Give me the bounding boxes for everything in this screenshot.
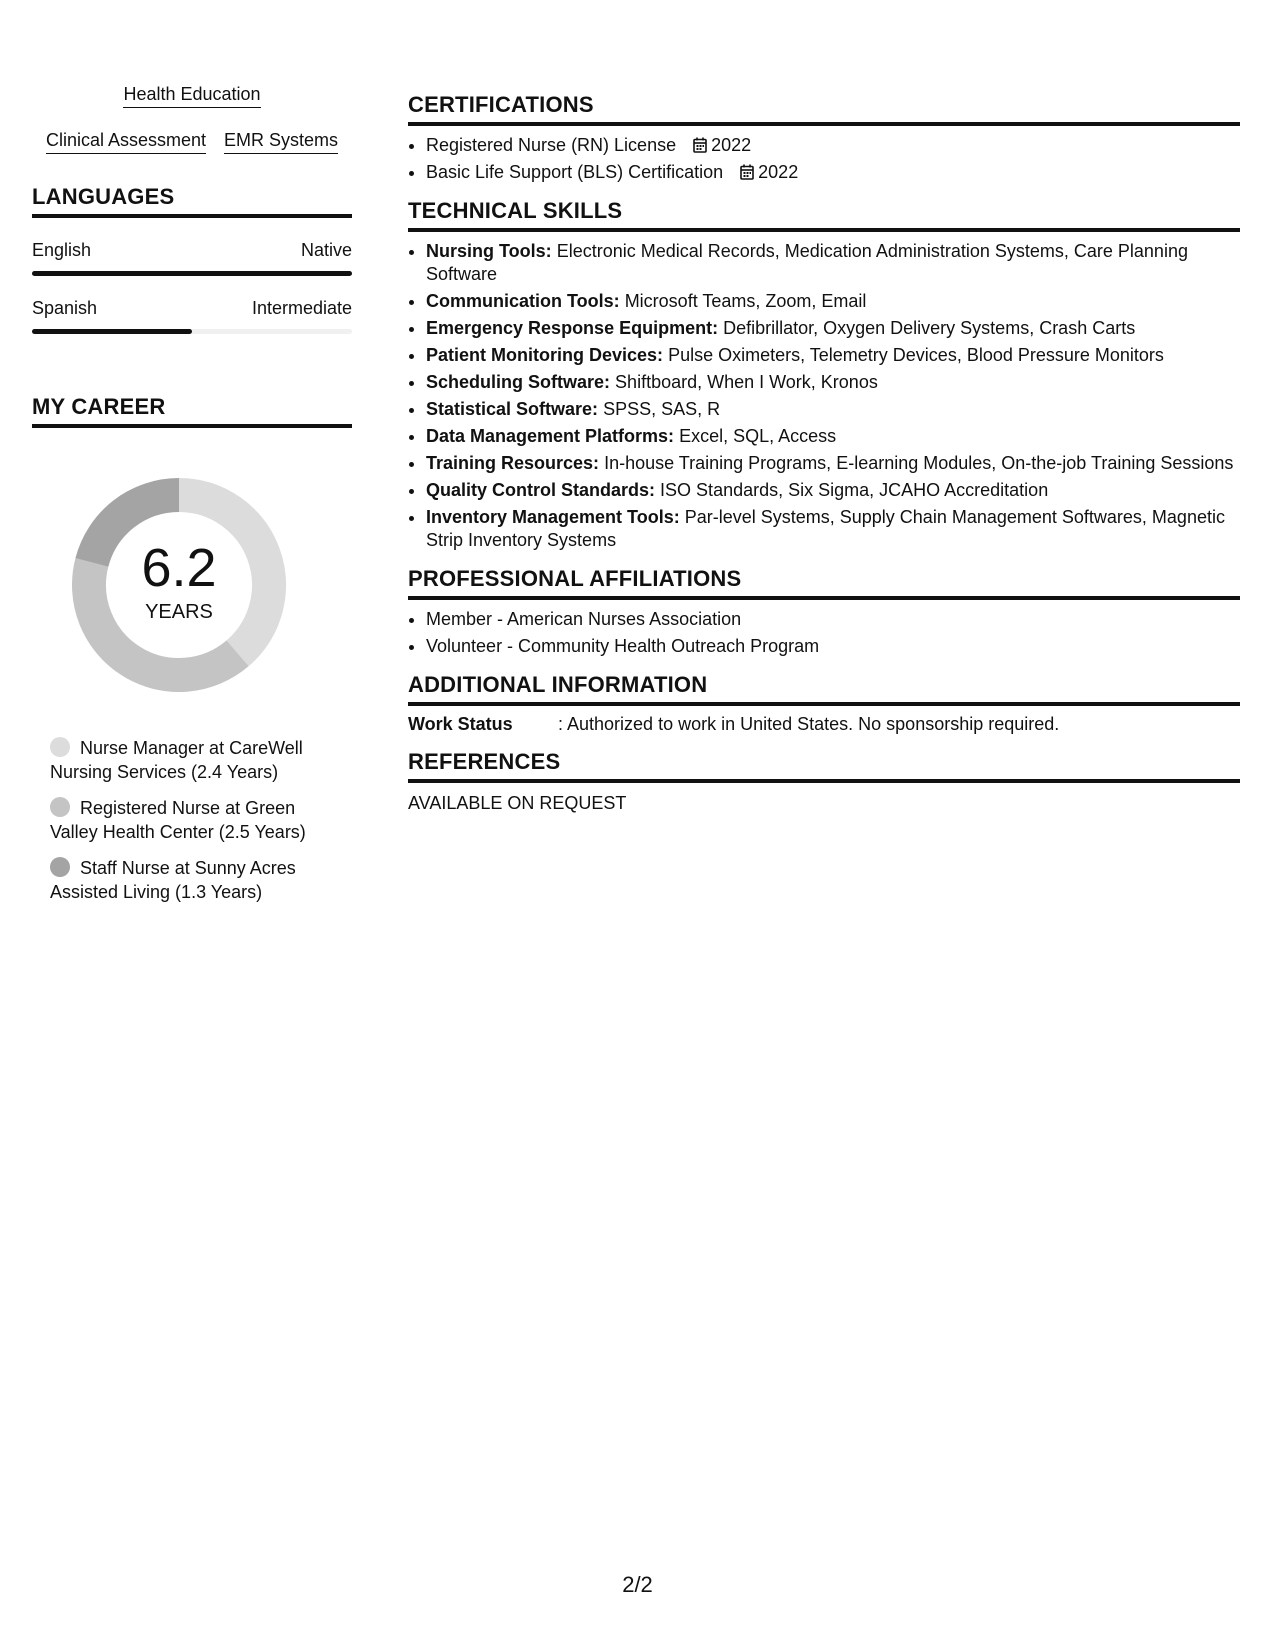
- career-legend: [32, 736, 352, 904]
- affiliations-title: PROFESSIONAL AFFILIATIONS: [408, 566, 1240, 600]
- skill-label: Patient Monitoring Devices:: [426, 345, 664, 365]
- skill-value: Pulse Oximeters, Telemetry Devices, Blood Pressure Monitors: [668, 345, 1164, 365]
- languages-section: [32, 184, 352, 334]
- legend-item: [50, 856, 320, 904]
- skill-item: [426, 452, 1240, 475]
- work-status-label: Work Status: [408, 714, 513, 734]
- skill-tags: [32, 84, 352, 154]
- language-item: [32, 240, 352, 276]
- technical-skills-list: [408, 240, 1240, 552]
- certifications-list: [408, 134, 1240, 184]
- legend-dot: [50, 797, 70, 817]
- language-level: Intermediate: [251, 298, 352, 318]
- skill-label: Nursing Tools:: [426, 241, 552, 261]
- language-name: Spanish: [32, 298, 98, 318]
- legend-item: [50, 796, 320, 844]
- additional-info-section: [408, 672, 1240, 735]
- skill-value: ISO Standards, Six Sigma, JCAHO Accreditation: [660, 480, 1049, 500]
- technical-skills-section: [408, 198, 1240, 552]
- skill-label: Emergency Response Equipment:: [426, 318, 719, 338]
- work-status-row: [408, 714, 1240, 735]
- language-bar: [32, 329, 352, 334]
- skill-value: Shiftboard, When I Work, Kronos: [615, 372, 878, 392]
- skill-label: Data Management Platforms:: [426, 426, 675, 446]
- affiliation-item: • Member - American Nurses Association: [426, 608, 1240, 631]
- skill-label: Inventory Management Tools:: [426, 507, 680, 527]
- skill-value: SPSS, SAS, R: [603, 399, 721, 419]
- skill-item: [426, 506, 1240, 552]
- language-bar-fill: [32, 271, 352, 276]
- skill-item: [426, 317, 1240, 340]
- references-section: [408, 749, 1240, 814]
- legend-label: Nurse Manager at CareWell Nursing Services (2.4 Years): [50, 738, 303, 782]
- skill-item: [426, 398, 1240, 421]
- career-total-unit: YEARS: [145, 600, 213, 623]
- skill-item: [426, 425, 1240, 448]
- skill-label: Training Resources:: [426, 453, 600, 473]
- legend-label: Registered Nurse at Green Valley Health Center (2.5 Years): [50, 798, 306, 842]
- legend-dot: [50, 737, 70, 757]
- skill-label: Statistical Software:: [426, 399, 599, 419]
- skill-tag: EMR Systems: [224, 130, 338, 154]
- skill-item: [426, 344, 1240, 367]
- career-donut-chart: [64, 470, 294, 700]
- skill-value: Defibrillator, Oxygen Delivery Systems, Crash Carts: [723, 318, 1136, 338]
- skill-tag: Health Education: [123, 84, 260, 108]
- language-bar: [32, 271, 352, 276]
- references-title: REFERENCES: [408, 749, 1240, 783]
- career-section: [32, 394, 352, 904]
- page-number: 2/2: [622, 1572, 653, 1597]
- references-text: AVAILABLE ON REQUEST: [408, 793, 627, 813]
- affiliation-item: • Volunteer - Community Health Outreach Program: [426, 635, 1240, 658]
- skill-label: Communication Tools:: [426, 291, 620, 311]
- technical-skills-title: TECHNICAL SKILLS: [408, 198, 1240, 232]
- language-bar-fill: [32, 329, 192, 334]
- certification-name: Registered Nurse (RN) License: [426, 135, 677, 155]
- left-column: [32, 84, 352, 916]
- certifications-section: [408, 92, 1240, 184]
- skill-tag-row: [32, 130, 352, 154]
- skill-label: Scheduling Software:: [426, 372, 611, 392]
- skill-value: Microsoft Teams, Zoom, Email: [624, 291, 867, 311]
- skill-item: [426, 290, 1240, 313]
- certification-item: [426, 134, 1240, 157]
- languages-title: LANGUAGES: [32, 184, 352, 218]
- skill-tag: Clinical Assessment: [46, 130, 206, 154]
- career-total-years: 6.2: [141, 537, 217, 598]
- skill-value: Electronic Medical Records, Medication Administration Systems, Care Planning Software: [426, 241, 1188, 284]
- skill-item: [426, 371, 1240, 394]
- certifications-title: CERTIFICATIONS: [408, 92, 1240, 126]
- affiliations-section: [408, 566, 1240, 658]
- donut-center: [64, 470, 294, 700]
- skill-value: Par-level Systems, Supply Chain Management Softwares, Magnetic Strip Inventory Systems: [426, 507, 1225, 550]
- skill-item: [426, 479, 1240, 502]
- language-level: Native: [300, 240, 352, 260]
- skill-label: Quality Control Standards:: [426, 480, 656, 500]
- legend-item: [50, 736, 320, 784]
- skill-tag-row: [32, 84, 352, 108]
- skill-item: [426, 240, 1240, 286]
- certification-year: 2022: [758, 162, 799, 182]
- additional-info-title: ADDITIONAL INFORMATION: [408, 672, 1240, 706]
- work-status-value: : Authorized to work in United States. No sponsorship required.: [558, 714, 1060, 734]
- language-name: English: [32, 240, 92, 260]
- certification-name: Basic Life Support (BLS) Certification: [426, 162, 724, 182]
- skill-value: In-house Training Programs, E-learning Modules, On-the-job Training Sessions: [604, 453, 1234, 473]
- career-title: MY CAREER: [32, 394, 352, 428]
- right-column: [408, 92, 1240, 828]
- skill-value: Excel, SQL, Access: [679, 426, 837, 446]
- certification-item: [426, 161, 1240, 184]
- legend-label: Staff Nurse at Sunny Acres Assisted Living (1.3 Years): [50, 858, 296, 902]
- language-item: [32, 298, 352, 334]
- calendar-icon: [693, 137, 707, 153]
- affiliations-list: [408, 608, 1240, 658]
- calendar-icon: [740, 164, 754, 180]
- certification-year: 2022: [711, 135, 752, 155]
- legend-dot: [50, 857, 70, 877]
